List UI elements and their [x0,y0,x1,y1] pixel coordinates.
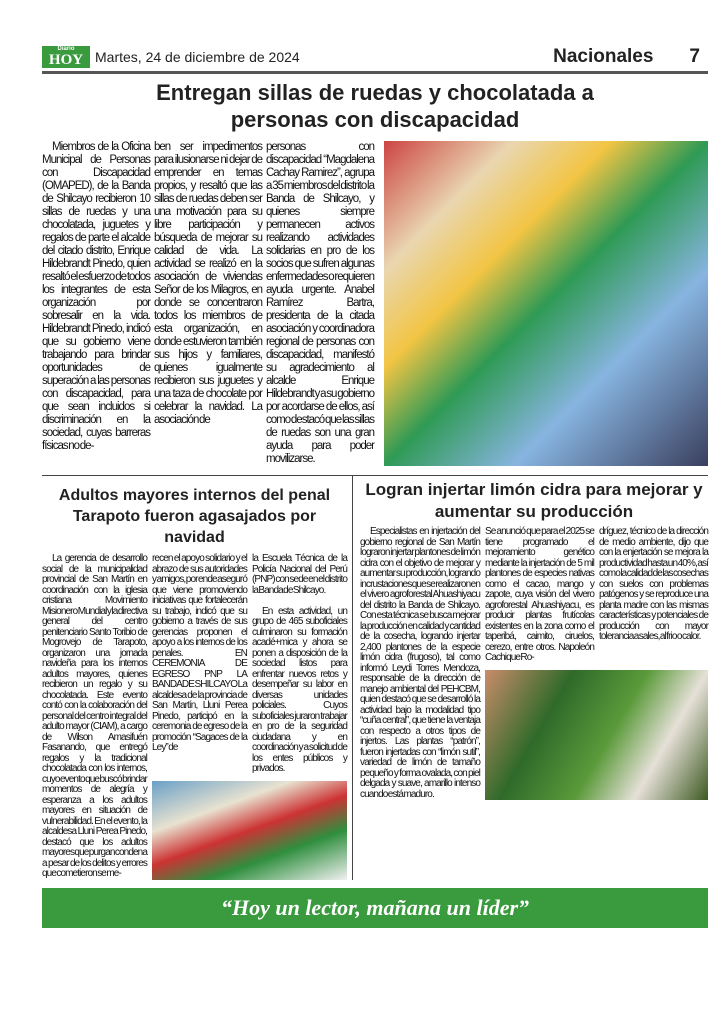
article1 [42,141,708,466]
page-number: 7 [689,46,700,67]
article1-column-2: ben ser impedimentos para ilusionarse ni dejar de emprender en temas propios, y resaltó que las sillas de ruedas deben ser una motivación para su libre participación y búsqueda de mejorar su calidad de vida. La actividad se realizó en la asociación de viviendas Señor de los Milagros, en donde se concentraron todos los miembros de esta organización, en donde estuvieron también sus hijos y familiares, quienes igualmente recibieron sus juguetes y una taza de chocolate por celebrar la navidad. La asociación de [154,141,262,426]
article2 [42,476,352,880]
article2-headline: Adultos mayores internos del penal Tarapoto fueron agasajados por navidad [58,487,331,546]
article2-column-1: La gerencia de desarrollo social de la municipalidad provincial de San Martín en coordinación con la iglesia cristiana Movimiento Misionero Mundial y la directiva general del centro penitenciario Santo Toribio de Mogrovejo de Tarapoto, organizaron una jornada navideña para los internos adultos mayores, quienes recibieron un regalo y su chocolatada. Este evento contó con la colaboración del personal del centro integral del adulto mayor (CIAM), a cargo de Wilson Amasifuén Fasanando, que entregó regalos y la tradicional chocolatada con los internos, cuyo evento que buscó brindar momentos de alegría y esperanza a los adultos mayores en situación de vulnerabilidad. En el evento, la alcaldesa Lluni Perea Pinedo, destacó que los adultos mayores que purgan condena a pesar de los delitos y errores que cometieron se me- [42,553,147,879]
header-rule [42,71,708,74]
article3-column-1: Especialistas en injertación del gobierno regional de San Martín lograron injertar plantones de limón cidra con el objetivo de mejorar y aumentar su producción, logrando incrustaciones que se realizaron en el vivero agroforestal Ahuashiyacu del distrito la Banda de Shilcayo. Con esta técnica se busca mejorar la producción en calidad y cantidad de la cosecha, logrando injertar 2,400 plantones de la especie limón cidra (frugoso), tal como informó Leydi Torres Mendoza, responsable de la dirección de manejo ambiental del PEHCBM, quien destacó que se desarrolló la actividad bajo la modalidad tipo “cuña central”, que tiene la ventaja con respecto a otros tipos de injertos. Las plantas “patrón”, fueron injertadas con “limón sutil”, variedad de limón de tamaño pequeño y forma ovalada, con piel delgada y suave, amarillo intenso cuando está maduro. [360,526,480,800]
article3-column-3: dríguez, técnico de la dirección de medio ambiente, dijo que con la enjertación se mejora la productividad hasta un 40%, así como la calidad de las cosechas con suelos con problemas patógenos y se reproduce una planta madre con las mismas características y potenciales de producción con mayor tolerancia a sales, al frio o calor. [599,526,708,642]
article1-photo-wheelchair-delivery [384,141,708,466]
article3 [353,476,708,880]
diario-hoy-logo: Diario HOY [42,46,90,68]
article3-column-2: Se anunció que para el 2025 se tiene programado el mejoramiento genético mediante la injertación de 5 mil plantones de especies nativas como el cacao, mango y zapote, cuya visión del vivero agroforestal Ahuashiyacu, es producir plantas frutícolas existentes en la zona como el taperibá, caimito, ciruelos, cerezo, entre otros. Napoleón Cachique Ro- [485,526,594,663]
footer-slogan-banner: “Hoy un lector, mañana un líder” [42,888,708,928]
article1-headline: Entregan sillas de ruedas y chocolatada a personas con discapacidad [156,80,594,132]
article2-photo-penal-event [152,781,347,880]
article1-column-1: Miembros de la Oficina Municipal de Personas con Discapacidad (OMAPED), de la Banda de Shilcayo recibieron 10 sillas de ruedas y una chocolatada, juguetes y regalos de parte el alcalde del citado distrito, Enrique Hildebrandt Pinedo, quien resaltó el esfuerzo de todos los integrantes de esta organización por sobresalir en la vida. Hildebrandt Pinedo, indicó que su gobierno viene trabajando para brindar oportunidades de superación a las personas con discapacidad, para que sean incluidos si discriminación en la sociedad, cuyas barreras físicas no de- [42,141,150,452]
article2-column-3: la Escuela Técnica de la Policía Nacional del Perú (PNP) con sede en el distrito la Banda de Shilcayo. En esta actividad, un grupo de 465 suboficiales culminaron su formación acadé+mica y ahora se ponen a disposición de la sociedad listos para enfrentar nuevos retos y desempeñar su labor en diversas unidades policiales. Cuyos suboficiales juraron trabajar en pro de la seguridad ciudadana y en coordinación y a solicitud de los entes públicos y privados. [252,553,347,774]
bottom-section [42,476,708,880]
article3-headline: Logran injertar limón cidra para mejorar y aumentar su producción [365,480,703,521]
article3-photo-grafting [485,670,708,801]
article1-column-3: personas con discapacidad “Magdalena Cachay Ramirez”, agrupa a 35 miembros del distrito la Banda de Shilcayo, y quienes siempre permanecen activos realizando actividades solidarias en pro de los socios que sufren algunas enfermedades o requieren ayuda urgente. Anabel Ramírez Bartra, presidenta de la citada asociación y coordinadora regional de personas con discapacidad, manifestó su agradecimiento al alcalde Enrique Hildebrandt y a su gobierno por acordarse de ellos, así como destacó que las sillas de ruedas son una gran ayuda para poder movilizarse. [266,141,374,465]
article2-column-2: recen el apoyo solidario y el abrazo de sus autoridades y amigos, por ende aseguró que viene promoviendo iniciativas que fortalecerán su trabajo, indicó que su gobierno a través de sus gerencias proponen el apoyo a los internos de los penales. EN CEREMONIA DE EGRESO PNP LA BANDA DE SHILCAYO La alcaldesa de la provincia de San Martín, Lluni Perea Pinedo, participó en la ceremonia de egreso de la promoción “Sagaces de la Ley” de [152,553,247,753]
page-header [42,44,708,70]
issue-date: Martes, 24 de diciembre de 2024 [95,49,300,65]
section-name: Nacionales [553,46,654,67]
